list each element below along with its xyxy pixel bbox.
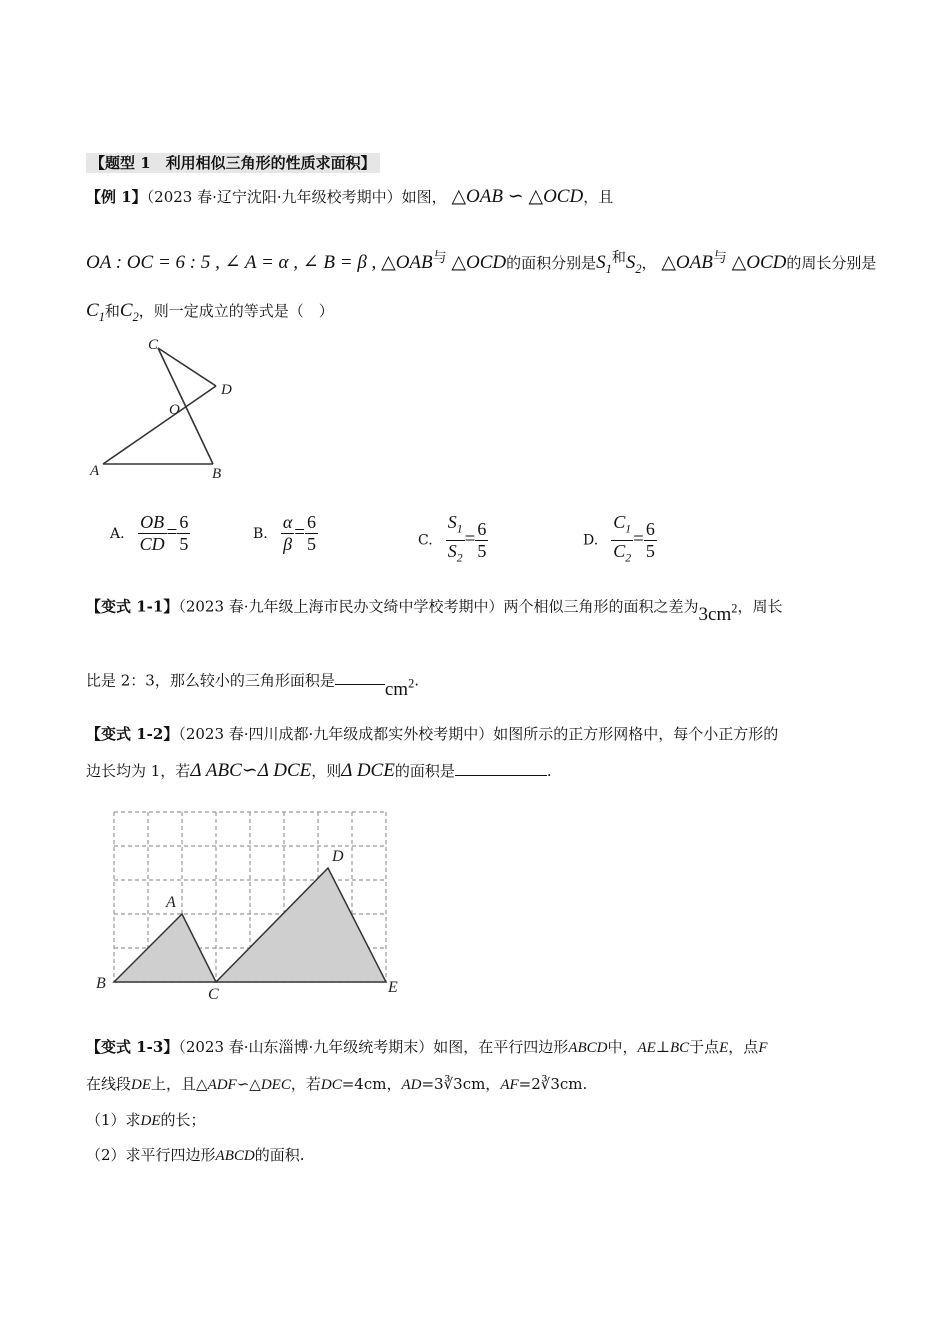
example1-line2	[86, 248, 876, 279]
label-c: C	[148, 337, 159, 353]
yu-2: 与	[712, 250, 727, 266]
variant3-question1	[86, 1110, 206, 1131]
variant1-text: （2023 春·九年级上海市民办文绮中学校考期中）两个相似三角形的面积之差为	[178, 597, 699, 616]
comma: ，	[641, 254, 657, 272]
variant3-f: F	[758, 1040, 768, 1056]
cube-root-1: ∛3	[443, 1075, 463, 1093]
example1-question: ，则一定成立的等式是（ ）	[138, 302, 334, 320]
grid-label-e: E	[388, 979, 398, 996]
variant3-e: E	[719, 1040, 729, 1056]
label-b: B	[212, 466, 222, 482]
option-d[interactable]	[583, 512, 657, 568]
variant1-label: 【变式 1-1】	[86, 597, 179, 616]
option-c-rhs: $\frac{6}{5}$	[477, 518, 487, 561]
variant3-sim: ∽△	[236, 1075, 261, 1093]
grid-label-a: A	[166, 894, 176, 911]
option-c-label: C.	[418, 532, 433, 549]
variant1-value: $3cm^2$	[698, 602, 738, 626]
option-d-lhs: $\frac{C_1}{C_2}$	[613, 512, 632, 565]
variant3-text-b: 中，	[607, 1038, 638, 1056]
option-c-eq: =	[464, 528, 476, 550]
option-a[interactable]	[110, 512, 190, 555]
variant3-text-c: 于点	[689, 1038, 720, 1056]
variant3-line2c: ，若	[290, 1075, 321, 1093]
variant1-unit: $cm^2$	[384, 677, 415, 701]
option-a-lhs: $\frac{OB}{CD}$	[139, 512, 165, 554]
c1-symbol: $C_1$	[86, 300, 105, 324]
variant2-end: .	[546, 762, 552, 780]
variant1-line1	[86, 590, 783, 626]
q1-a: （1）求	[86, 1111, 141, 1129]
example1-line3	[86, 301, 334, 327]
q2-b: 的面积.	[254, 1146, 305, 1164]
variant2-label: 【变式 1-2】	[86, 725, 179, 743]
variant1-answer-blank[interactable]	[335, 684, 385, 685]
grid-label-c: C	[208, 986, 219, 1003]
option-b[interactable]	[253, 512, 318, 555]
he-2: 和	[104, 302, 120, 320]
variant2-line2a: 边长均为 1，若	[86, 762, 191, 780]
perimeter-text: 的周长分别是	[786, 254, 877, 272]
grid-label-d: D	[332, 848, 344, 865]
variant3-line1	[86, 1037, 767, 1058]
cube-root-2: ∛3	[540, 1075, 560, 1093]
variant1-line2-text: 比是 2：3，那么较小的三角形面积是	[86, 671, 335, 690]
tri-ocd-2: △OCD	[451, 252, 507, 273]
tri-dce: Δ DCE	[257, 760, 312, 781]
variant3-dec: DEC	[260, 1077, 291, 1093]
example1-label: 【例 1】	[86, 188, 147, 206]
variant2-line2c: 的面积是	[394, 762, 455, 780]
tri-oab-1: △OAB	[451, 186, 503, 207]
tri-oab-3: △OAB	[661, 252, 713, 273]
variant3-line2b: 上，且△	[151, 1075, 208, 1093]
option-b-rhs: $\frac{6}{5}$	[307, 512, 317, 554]
variant3-label: 【变式 1-3】	[86, 1038, 179, 1056]
example1-source: （2023 春·辽宁沈阳·九年级校考期中）如图，	[146, 188, 447, 206]
variant3-cm: cm，	[462, 1075, 501, 1093]
section-title	[86, 152, 380, 173]
q2-abcd: ABCD	[215, 1148, 255, 1164]
triangle-figure	[86, 334, 246, 484]
s1-symbol: $S_1$	[596, 252, 612, 276]
option-a-rhs: $\frac{6}{5}$	[179, 512, 189, 554]
s2-symbol: $S_2$	[625, 252, 642, 276]
he-1: 和	[611, 250, 626, 266]
variant3-abcd: ABCD	[568, 1040, 608, 1056]
tri-ocd-3: △OCD	[731, 252, 787, 273]
variant3-ad: AD	[401, 1077, 422, 1093]
yu-1: 与	[432, 250, 447, 266]
option-a-eq: =	[166, 522, 178, 543]
triangle-dce	[216, 868, 386, 982]
variant3-dc: DC	[320, 1077, 342, 1093]
grid-figure	[92, 806, 412, 1006]
area-text: 的面积分别是	[506, 254, 597, 272]
variant2-text: （2023 春·四川成都·九年级成都实外校考期中）如图所示的正方形网格中，每个小正方形的	[178, 725, 779, 743]
label-o: O	[169, 402, 180, 418]
variant3-ae: AE	[637, 1040, 656, 1056]
variant3-text-a: （2023 春·山东淄博·九年级统考期末）如图，在平行四边形	[178, 1038, 569, 1056]
option-d-rhs: $\frac{6}{5}$	[645, 518, 655, 561]
variant3-bc: BC	[669, 1040, 690, 1056]
variant3-line2	[86, 1074, 587, 1095]
example1-and: ，且	[583, 188, 614, 206]
similar-symbol-2: ∽	[241, 760, 258, 781]
option-d-label: D.	[583, 532, 599, 549]
option-b-eq: =	[294, 522, 306, 543]
label-d: D	[221, 382, 232, 398]
tri-oab-2: △OAB	[381, 252, 433, 273]
option-d-eq: =	[633, 528, 644, 550]
option-c-lhs: $\frac{S_1}{S_2}$	[447, 512, 463, 565]
variant2-line2	[86, 761, 552, 781]
c2-symbol: $C_2$	[119, 300, 139, 324]
variant3-line2a: 在线段	[86, 1075, 132, 1093]
variant3-af: AF	[500, 1077, 519, 1093]
option-b-lhs: $\frac{\alpha}{\beta}$	[282, 512, 293, 554]
variant3-dc-val: =4cm，	[341, 1075, 402, 1093]
variant1-end: .	[414, 671, 420, 690]
tri-dce-2: Δ DCE	[341, 760, 395, 781]
variant3-de: DE	[131, 1077, 152, 1093]
ratio-equation: OA : OC = 6 : 5 , ∠ A = α , ∠ B = β ,	[86, 252, 377, 273]
similar-symbol-1: ∽	[507, 186, 524, 207]
variant3-question2	[86, 1145, 305, 1166]
q1-b: 的长；	[160, 1111, 206, 1129]
section-title-text: 【题型 1 利用相似三角形的性质求面积】	[86, 153, 380, 173]
option-b-label: B.	[253, 526, 268, 542]
variant3-af-val: =2	[518, 1075, 541, 1093]
variant3-adf: ADF	[207, 1077, 237, 1093]
q1-de: DE	[140, 1113, 161, 1129]
variant3-text-d: ，点	[728, 1038, 759, 1056]
perp-symbol: ⊥	[655, 1038, 670, 1056]
q2-a: （2）求平行四边形	[86, 1146, 216, 1164]
example1-line1	[86, 187, 613, 207]
grid-label-b: B	[96, 975, 106, 992]
variant2-line2b: ，则	[311, 762, 342, 780]
variant3-ad-val: =3	[421, 1075, 444, 1093]
variant2-answer-blank[interactable]	[455, 775, 547, 776]
segment-ad	[103, 386, 216, 464]
variant1-tail: ，周长	[737, 597, 783, 616]
option-c[interactable]	[418, 512, 488, 568]
variant2-line1	[86, 724, 778, 744]
tri-ocd-1: △OCD	[528, 186, 584, 207]
label-a: A	[90, 463, 100, 479]
variant3-cm2: cm.	[559, 1075, 588, 1093]
tri-abc: Δ ABC	[190, 760, 242, 781]
option-a-label: A.	[110, 526, 125, 542]
variant1-line2	[86, 664, 420, 701]
